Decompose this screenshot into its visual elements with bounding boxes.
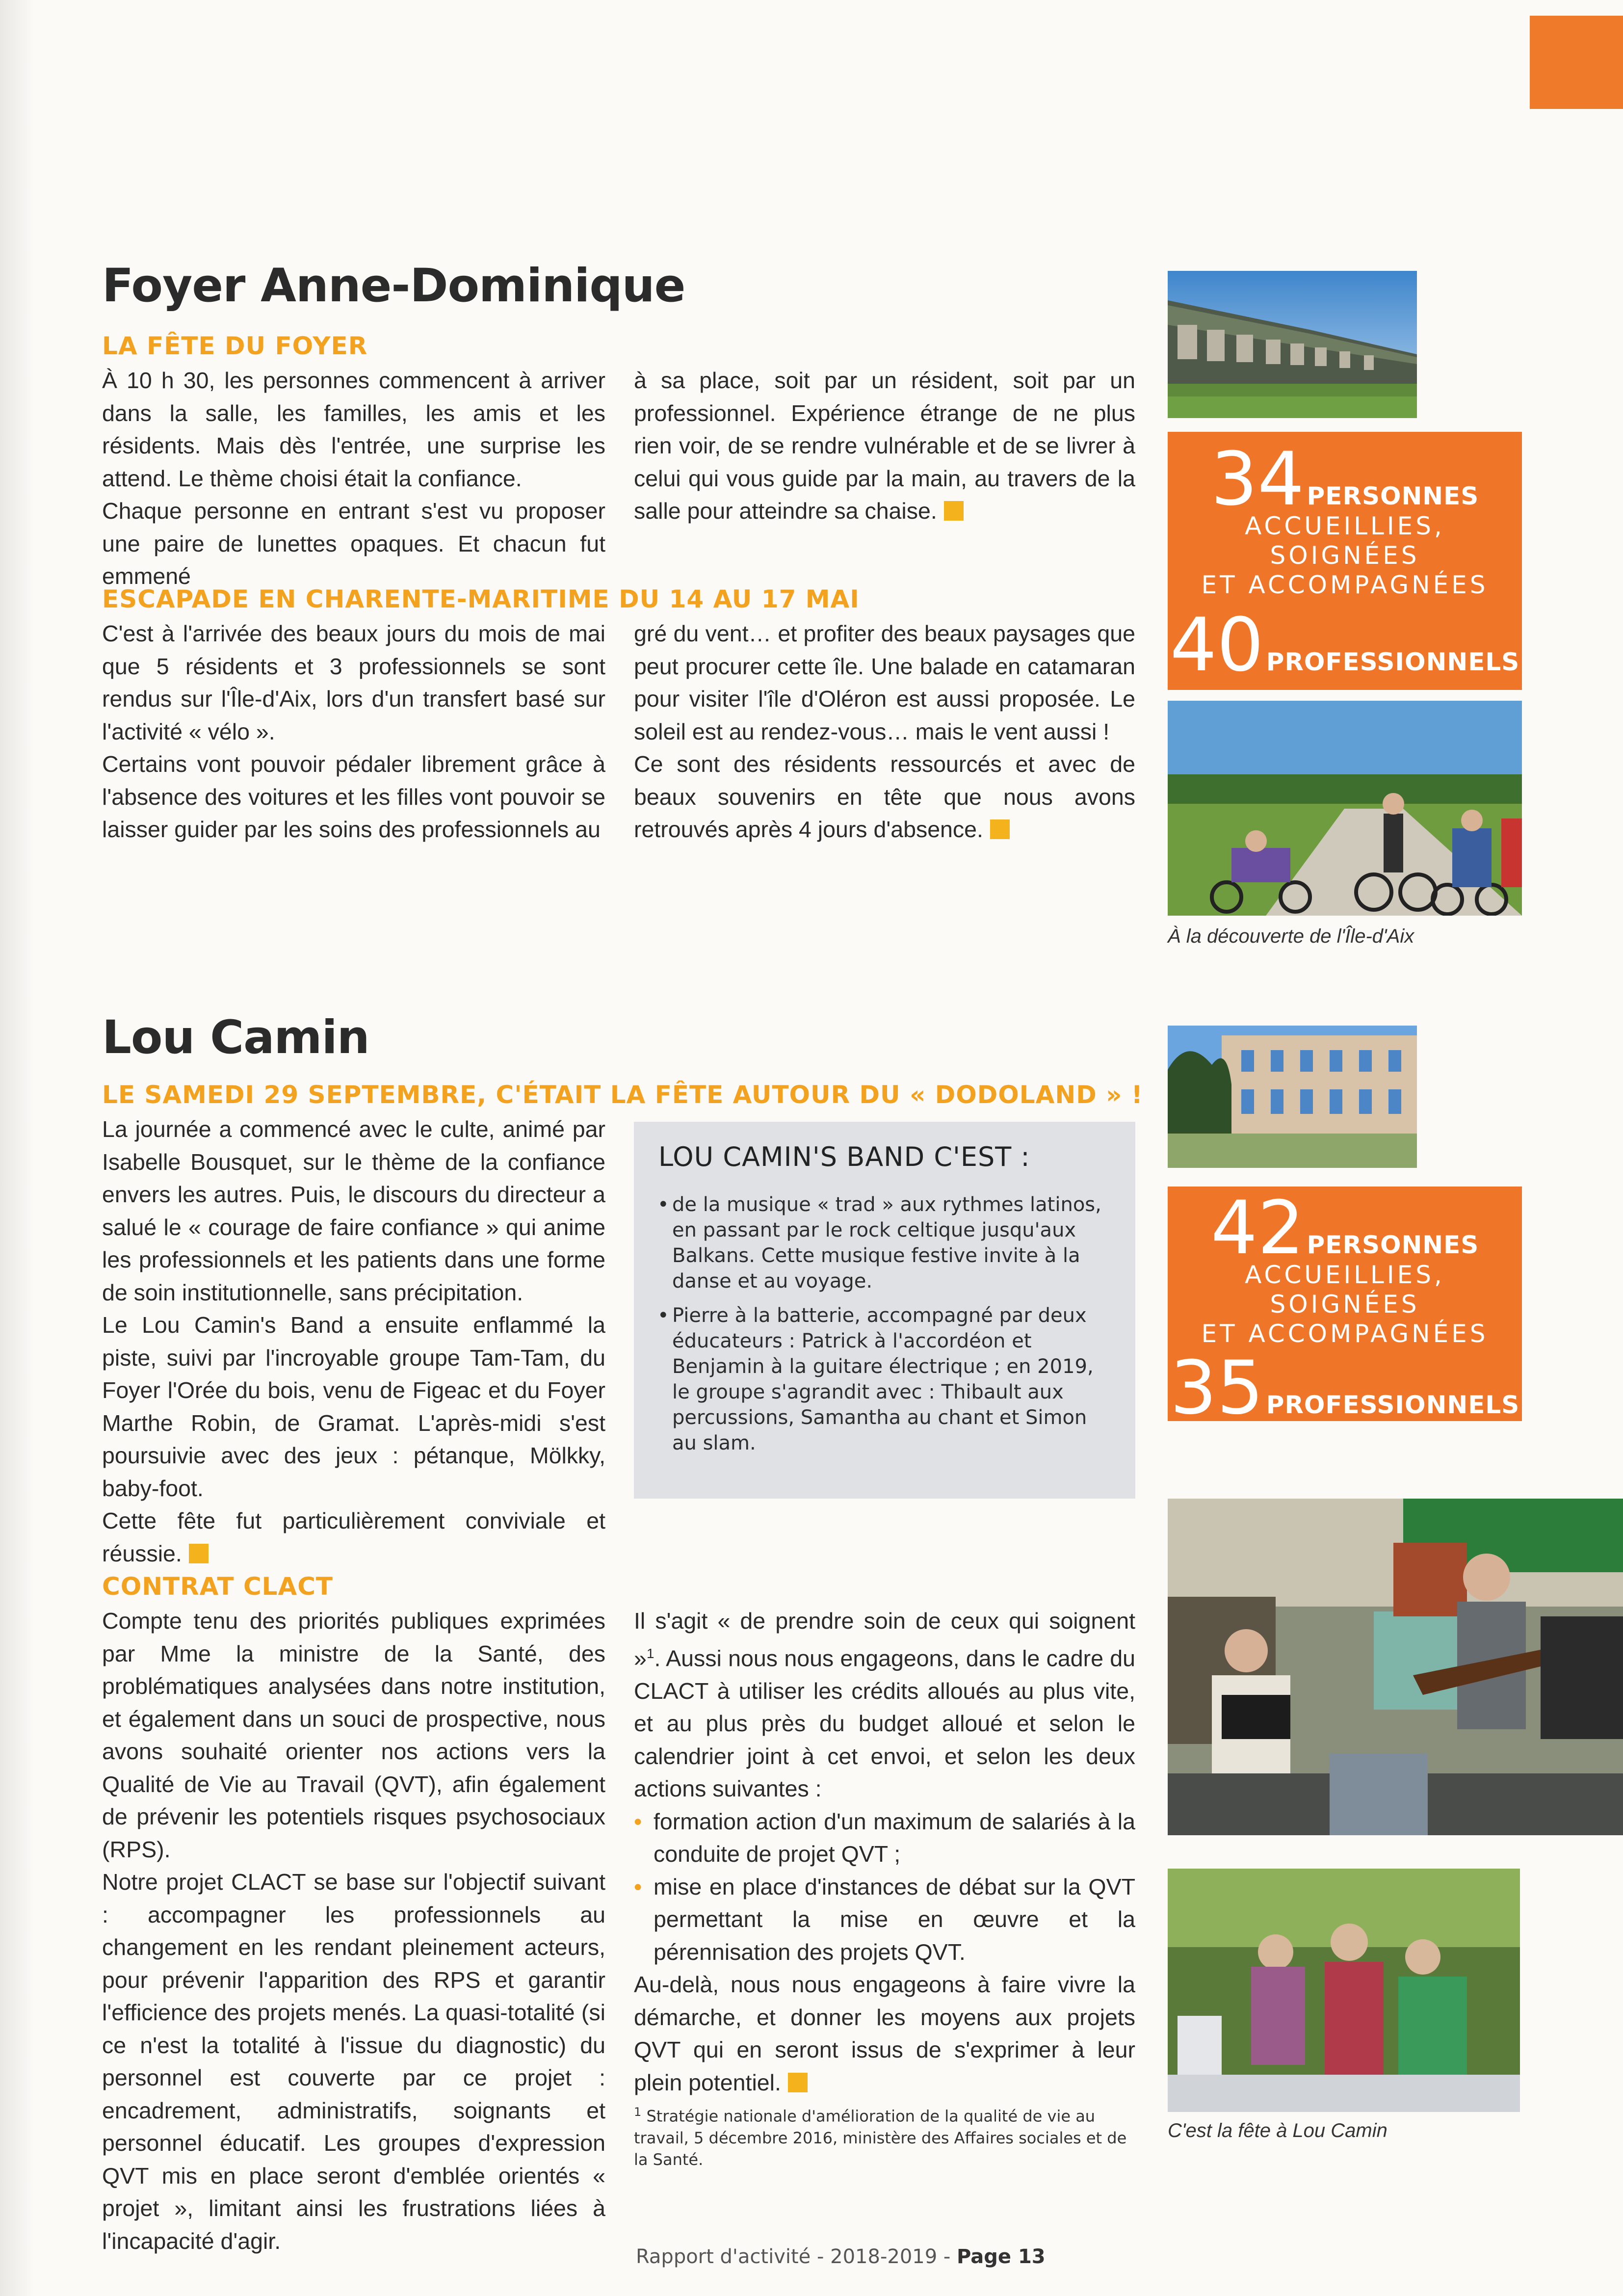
end-square-icon <box>788 2073 808 2092</box>
fete-right-column <box>634 364 1135 528</box>
paragraph: C'est à l'arrivée des beaux jours du mois de mai que 5 résidents et 3 professionnels se sont rendus sur l'Île-d'Aix, lors d'un transfert basé sur l'activité « vélo ». <box>102 621 605 744</box>
stat-line: ET ACCOMPAGNÉES <box>1201 1320 1489 1348</box>
list-item: • de la musique « trad » aux rythmes latinos, en passant par le rock celtique jusqu'aux Balkans. Cette musique festive invite à la danse et au voyage. <box>672 1192 1106 1294</box>
stats-box-foyer <box>1168 432 1522 690</box>
section-color-tab <box>1530 16 1623 109</box>
caption-fete-lou-camin: C'est la fête à Lou Camin <box>1168 2120 1387 2141</box>
box-title: LOU CAMIN'S BAND C'EST : <box>658 1141 1030 1172</box>
heading-contrat-clact: CONTRAT CLACT <box>102 1572 334 1601</box>
stat-line: ET ACCOMPAGNÉES <box>1201 571 1489 599</box>
stat-line: ACCUEILLIES, SOIGNÉES <box>1245 1261 1445 1319</box>
paragraph: Au-delà, nous nous engageons à faire vivre la démarche, et donner les moyens aux projets QVT qui en seront issus de s'exprimer à leur plein potentiel. <box>634 1972 1135 2095</box>
stat-label-persons: PERSONNES <box>1307 482 1479 510</box>
paragraph: à sa place, soit par un résident, soit par un professionnel. Expérience étrange de ne plus rien voir, de se rendre vulnérable et de se livrer à celui qui vous guide par la main, au travers de la salle pour atteindre sa chaise. <box>634 368 1135 524</box>
footnote-number: 1 <box>634 2105 642 2119</box>
photo-lou-camin-building <box>1168 1026 1417 1168</box>
end-square-icon <box>990 819 1010 839</box>
box-list <box>658 1192 1106 1456</box>
paragraph: Cette fête fut particulièrement conviviale et réussie. <box>102 1508 605 1566</box>
stat-label-professionals: PROFESSIONNELS <box>1266 1391 1520 1419</box>
stat-number-professionals: 40 <box>1170 603 1264 688</box>
photo-foyer-building <box>1168 271 1417 418</box>
paragraph: Notre projet CLACT se base sur l'objectif suivant : accompagner les professionnels au changement en les rendant pleinement acteurs, pour prévenir l'apparition des RPS et garantir l'efficience des projets menés. La quasi-totalité (si ce n'est la totalité à l'issue du diagnostic) du personnel est couverte par ce projet : encadrement, administratifs, soignants et personnel éducatif. Les groupes d'expression QVT mis en place seront d'emblée orientés « projet », limitant ainsi les frustrations liées à l'incapacité d'agir. <box>102 1869 605 2254</box>
heading-escapade: ESCAPADE EN CHARENTE-MARITIME DU 14 AU 17 MAI <box>102 585 860 613</box>
clact-left-column <box>102 1605 605 2257</box>
photo-band-playing <box>1168 1499 1623 1835</box>
paragraph: Chaque personne en entrant s'est vu proposer une paire de lunettes opaques. Et chacun fut emmené <box>102 498 605 589</box>
band-photo-illustration <box>1168 1499 1623 1835</box>
paragraph: gré du vent… et profiter des beaux paysages que peut procurer cette île. Une balade en catamaran pour visiter l'île d'Oléron est aussi proposée. Le soleil est au rendez-vous… mais le vent aussi ! <box>634 621 1135 744</box>
heading-samedi-29-septembre: LE SAMEDI 29 SEPTEMBRE, C'ÉTAIT LA FÊTE AUTOUR DU « DODOLAND » ! <box>102 1081 1143 1109</box>
caption-ile-daix: À la découverte de l'Île-d'Aix <box>1168 925 1414 947</box>
photo-dancing <box>1168 1869 1520 2112</box>
stat-label-professionals: PROFESSIONNELS <box>1266 648 1520 676</box>
section-title-foyer: Foyer Anne-Dominique <box>102 259 685 313</box>
clact-actions-list <box>634 1805 1135 1969</box>
paragraph: Ce sont des résidents ressourcés et avec de beaux souvenirs en tête que nous avons retrouvés après 4 jours d'absence. <box>634 751 1135 842</box>
clact-right-column <box>634 1605 1135 2099</box>
paragraph: Compte tenu des priorités publiques exprimées par Mme la ministre de la Santé, des problématiques analysées dans notre institution, et également dans un souci de prospective, nous avons souhaité orienter nos actions vers la Qualité de Vie au Travail (QVT), afin également de prévenir les potentiels risques psychosociaux (RPS). <box>102 1608 605 1862</box>
list-item: • mise en place d'instances de débat sur la QVT permettant la mise en œuvre et la pérennisation des projets QVT. <box>634 1871 1135 1969</box>
stat-label-persons: PERSONNES <box>1307 1231 1479 1259</box>
stat-line: ACCUEILLIES, SOIGNÉES <box>1245 512 1445 570</box>
paragraph: À 10 h 30, les personnes commencent à arriver dans la salle, les familles, les amis et les résidents. Mais dès l'entrée, une surprise les attend. Le thème choisi était la confiance. <box>102 368 605 491</box>
end-square-icon <box>189 1544 209 1563</box>
photo-cycling-ile-daix <box>1168 701 1522 916</box>
heading-fete-du-foyer: LA FÊTE DU FOYER <box>102 332 368 360</box>
dancing-photo-illustration <box>1168 1869 1520 2112</box>
end-square-icon <box>944 501 964 521</box>
section-title-lou-camin: Lou Camin <box>102 1011 369 1064</box>
page-fold-shadow <box>0 0 34 2296</box>
list-item: • formation action d'un maximum de salariés à la conduite de projet QVT ; <box>634 1805 1135 1871</box>
stat-number-professionals: 35 <box>1170 1346 1264 1431</box>
stat-number-persons: 34 <box>1210 437 1305 522</box>
footnote <box>634 2101 1135 2170</box>
cycling-photo-illustration <box>1168 701 1522 916</box>
paragraph: La journée a commencé avec le culte, animé par Isabelle Bousquet, sur le thème de la confiance envers les autres. Puis, le discours du directeur a salué le « courage de faire confiance » qui anime les professionnels et les patients dans une forme de soin institutionnelle, sans précipitation. <box>102 1116 605 1305</box>
lou-camin-building-illustration <box>1168 1026 1417 1168</box>
paragraph: Il s'agit « de prendre soin de ceux qui soignent » <box>634 1608 1135 1671</box>
footnote-text: Stratégie nationale d'amélioration de la qualité de vie au travail, 5 décembre 2016, ministère des Affaires sociales et de la Santé. <box>634 2107 1127 2169</box>
fete-left-column <box>102 364 605 593</box>
report-label: Rapport d'activité - 2018-2019 - <box>636 2245 957 2268</box>
footnote-ref: 1 <box>646 1645 654 1661</box>
lou-camins-band-box <box>634 1122 1135 1499</box>
escapade-right-column <box>634 617 1135 846</box>
stats-box-lou-camin <box>1168 1186 1522 1431</box>
page-footer <box>636 2245 1046 2268</box>
paragraph: Certains vont pouvoir pédaler librement grâce à l'absence des voitures et les filles vont pouvoir se laisser guider par les soins des professionnels au <box>102 751 605 842</box>
building-photo-illustration <box>1168 271 1417 418</box>
escapade-left-column <box>102 617 605 846</box>
list-item: • Pierre à la batterie, accompagné par deux éducateurs : Patrick à l'accordéon et Benjamin à la guitare électrique ; en 2019, le groupe s'agrandit avec : Thibault aux percussions, Samantha au chant et Simon au slam. <box>672 1303 1106 1456</box>
samedi-column <box>102 1113 605 1570</box>
page-number: Page 13 <box>957 2245 1046 2268</box>
paragraph: Le Lou Camin's Band a ensuite enflammé la piste, suivi par l'incroyable groupe Tam-Tam, du Foyer l'Orée du bois, venu de Figeac et du Foyer Marthe Robin, de Gramat. L'après-midi s'est poursuivie avec des jeux : pétanque, Mölkky, baby-foot. <box>102 1312 605 1501</box>
stat-number-persons: 42 <box>1210 1186 1305 1271</box>
paragraph: . Aussi nous nous engageons, dans le cadre du CLACT à utiliser les crédits alloués au plus vite, et au plus près du budget alloué et selon le calendrier joint à cet envoi, et selon les deux actions suivantes : <box>634 1645 1135 1801</box>
